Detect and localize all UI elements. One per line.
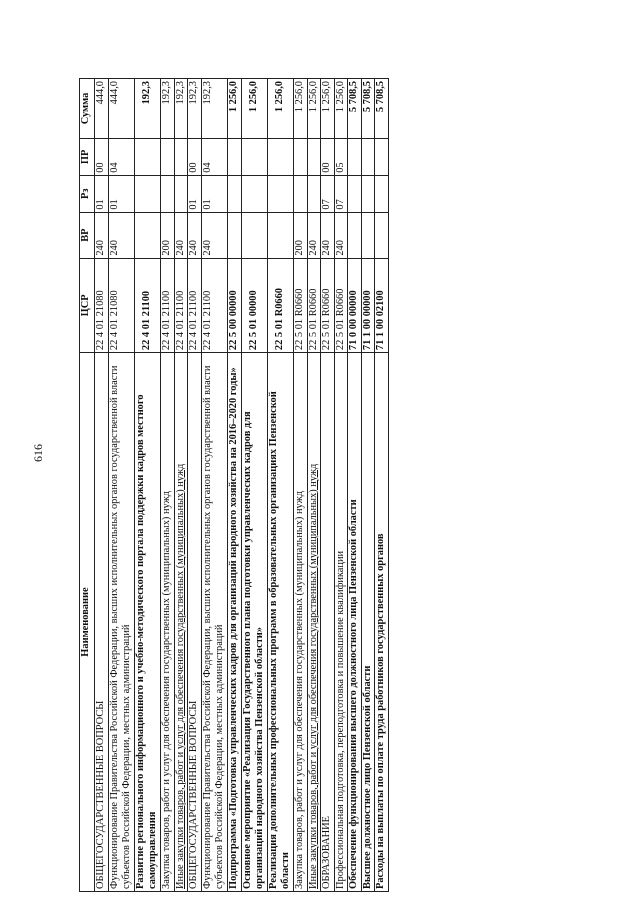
cell-sum: 192,3 <box>174 79 188 139</box>
cell-vr: 240 <box>321 212 335 258</box>
cell-name: ОБРАЗОВАНИЕ <box>321 353 335 892</box>
cell-rz <box>348 175 362 212</box>
cell-rz <box>160 175 174 212</box>
table-row <box>188 79 202 892</box>
cell-csr: 71 1 00 02100 <box>375 258 389 352</box>
cell-sum: 1 256,0 <box>293 79 307 139</box>
cell-vr: 240 <box>108 212 134 258</box>
cell-name: Обеспечение функционирования высшего должностного лица Пензенской области <box>348 353 362 892</box>
header-name: Наименование <box>80 353 95 892</box>
cell-name: Расходы на выплаты по оплате труда работников государственных органов <box>375 353 389 892</box>
cell-sum: 1 256,0 <box>241 79 267 139</box>
cell-vr: 200 <box>293 212 307 258</box>
cell-rz <box>241 175 267 212</box>
cell-vr: 240 <box>174 212 188 258</box>
budget-table <box>79 78 389 892</box>
cell-sum: 5 708,5 <box>348 79 362 139</box>
cell-pr: 04 <box>201 138 227 175</box>
cell-vr: 200 <box>160 212 174 258</box>
cell-vr <box>227 212 241 258</box>
cell-pr <box>375 138 389 175</box>
cell-rz: 01 <box>95 175 109 212</box>
cell-csr: 71 1 00 00000 <box>361 258 375 352</box>
cell-sum: 444,0 <box>108 79 134 139</box>
table-row <box>160 79 174 892</box>
table-body <box>95 79 389 892</box>
cell-pr <box>348 138 362 175</box>
cell-name: Закупка товаров, работ и услуг для обеспечения государственных (муниципальных) нужд <box>160 353 174 892</box>
cell-sum: 1 256,0 <box>307 79 321 139</box>
cell-name: Функционирование Правительства Российской Федерации, высших исполнительных органов государственной власти субъектов Российской Федерации, местных администраций <box>201 353 227 892</box>
cell-sum: 1 256,0 <box>321 79 335 139</box>
header-vr: ВР <box>80 212 95 258</box>
table-row <box>348 79 362 892</box>
cell-rz: 07 <box>321 175 335 212</box>
cell-csr: 22 5 01 R0660 <box>293 258 307 352</box>
table-row <box>375 79 389 892</box>
header-sum: Сумма <box>80 79 95 139</box>
table-row <box>361 79 375 892</box>
cell-name: Закупка товаров, работ и услуг для обеспечения государственных (муниципальных) нужд <box>293 353 307 892</box>
cell-vr <box>267 212 293 258</box>
cell-pr: 05 <box>334 138 348 175</box>
cell-sum: 5 708,5 <box>375 79 389 139</box>
cell-pr: 00 <box>95 138 109 175</box>
cell-vr: 240 <box>201 212 227 258</box>
table-row <box>267 79 293 892</box>
cell-rz: 01 <box>108 175 134 212</box>
cell-sum: 192,3 <box>134 79 160 139</box>
cell-csr: 22 5 01 R0660 <box>334 258 348 352</box>
table-row <box>174 79 188 892</box>
rotated-table-container <box>79 78 559 892</box>
cell-csr: 22 4 01 21100 <box>174 258 188 352</box>
cell-vr: 240 <box>307 212 321 258</box>
cell-rz <box>227 175 241 212</box>
cell-pr <box>227 138 241 175</box>
table-row <box>334 79 348 892</box>
cell-name: ОБЩЕГОСУДАРСТВЕННЫЕ ВОПРОСЫ <box>188 353 202 892</box>
table-row <box>201 79 227 892</box>
cell-csr: 22 5 01 R0660 <box>321 258 335 352</box>
cell-csr: 22 4 01 21100 <box>160 258 174 352</box>
header-pr: ПР <box>80 138 95 175</box>
cell-name: Развитие регионального информационного и учебно-методического портала поддержки кадров местного самоуправления <box>134 353 160 892</box>
cell-vr: 240 <box>334 212 348 258</box>
page-number: 616 <box>31 444 45 462</box>
cell-pr <box>160 138 174 175</box>
cell-pr: 00 <box>188 138 202 175</box>
cell-csr: 22 5 01 R0660 <box>307 258 321 352</box>
cell-vr: 240 <box>188 212 202 258</box>
cell-sum: 444,0 <box>95 79 109 139</box>
cell-pr <box>241 138 267 175</box>
table-row <box>134 79 160 892</box>
cell-vr <box>134 212 160 258</box>
cell-name: ОБЩЕГОСУДАРСТВЕННЫЕ ВОПРОСЫ <box>95 353 109 892</box>
cell-csr: 22 5 01 R0660 <box>267 258 293 352</box>
cell-vr: 240 <box>95 212 109 258</box>
table-row <box>227 79 241 892</box>
cell-pr <box>293 138 307 175</box>
cell-name: Иные закупки товаров, работ и услуг для обеспечения государственных (муниципальных) нужд <box>307 353 321 892</box>
table-row <box>321 79 335 892</box>
cell-pr <box>361 138 375 175</box>
cell-name: Реализация дополнительных профессиональных программ в образовательных организациях Пензенской области <box>267 353 293 892</box>
table-row <box>241 79 267 892</box>
cell-name: Иные закупки товаров, работ и услуг для обеспечения государственных (муниципальных) нужд <box>174 353 188 892</box>
cell-sum: 5 708,5 <box>361 79 375 139</box>
cell-rz <box>134 175 160 212</box>
cell-csr: 22 4 01 21100 <box>201 258 227 352</box>
cell-csr: 22 5 00 00000 <box>227 258 241 352</box>
cell-csr: 71 0 00 00000 <box>348 258 362 352</box>
cell-sum: 1 256,0 <box>267 79 293 139</box>
table-row <box>307 79 321 892</box>
cell-rz <box>267 175 293 212</box>
cell-sum: 192,3 <box>160 79 174 139</box>
table-header-row <box>80 79 95 892</box>
cell-sum: 192,3 <box>188 79 202 139</box>
cell-rz <box>293 175 307 212</box>
cell-pr: 00 <box>321 138 335 175</box>
cell-name: Функционирование Правительства Российской Федерации, высших исполнительных органов государственной власти субъектов Российской Федерации, местных администраций <box>108 353 134 892</box>
table-row <box>108 79 134 892</box>
cell-name: Подпрограмма «Подготовка управленческих кадров для организаций народного хозяйства на 2016–2020 годы» <box>227 353 241 892</box>
cell-vr <box>361 212 375 258</box>
cell-pr <box>134 138 160 175</box>
cell-name: Основное мероприятие «Реализация Государственного плана подготовки управленческих кадров для организаций народного хозяйства Пензенской области» <box>241 353 267 892</box>
cell-csr: 22 4 01 21080 <box>108 258 134 352</box>
header-rz: Рз <box>80 175 95 212</box>
header-csr: ЦСР <box>80 258 95 352</box>
cell-sum: 192,3 <box>201 79 227 139</box>
cell-csr: 22 4 01 21080 <box>95 258 109 352</box>
cell-csr: 22 5 01 00000 <box>241 258 267 352</box>
cell-csr: 22 4 01 21100 <box>134 258 160 352</box>
table-row <box>95 79 109 892</box>
cell-rz: 01 <box>201 175 227 212</box>
cell-sum: 1 256,0 <box>334 79 348 139</box>
table-row <box>293 79 307 892</box>
cell-rz: 07 <box>334 175 348 212</box>
cell-pr: 04 <box>108 138 134 175</box>
cell-vr <box>375 212 389 258</box>
cell-pr <box>174 138 188 175</box>
cell-name: Профессиональная подготовка, переподготовка и повышение квалификации <box>334 353 348 892</box>
cell-rz: 01 <box>188 175 202 212</box>
cell-vr <box>348 212 362 258</box>
cell-rz <box>174 175 188 212</box>
cell-rz <box>307 175 321 212</box>
cell-csr: 22 4 01 21100 <box>188 258 202 352</box>
cell-rz <box>375 175 389 212</box>
cell-pr <box>267 138 293 175</box>
cell-rz <box>361 175 375 212</box>
cell-name: Высшее должностное лицо Пензенской области <box>361 353 375 892</box>
cell-sum: 1 256,0 <box>227 79 241 139</box>
cell-pr <box>307 138 321 175</box>
cell-vr <box>241 212 267 258</box>
